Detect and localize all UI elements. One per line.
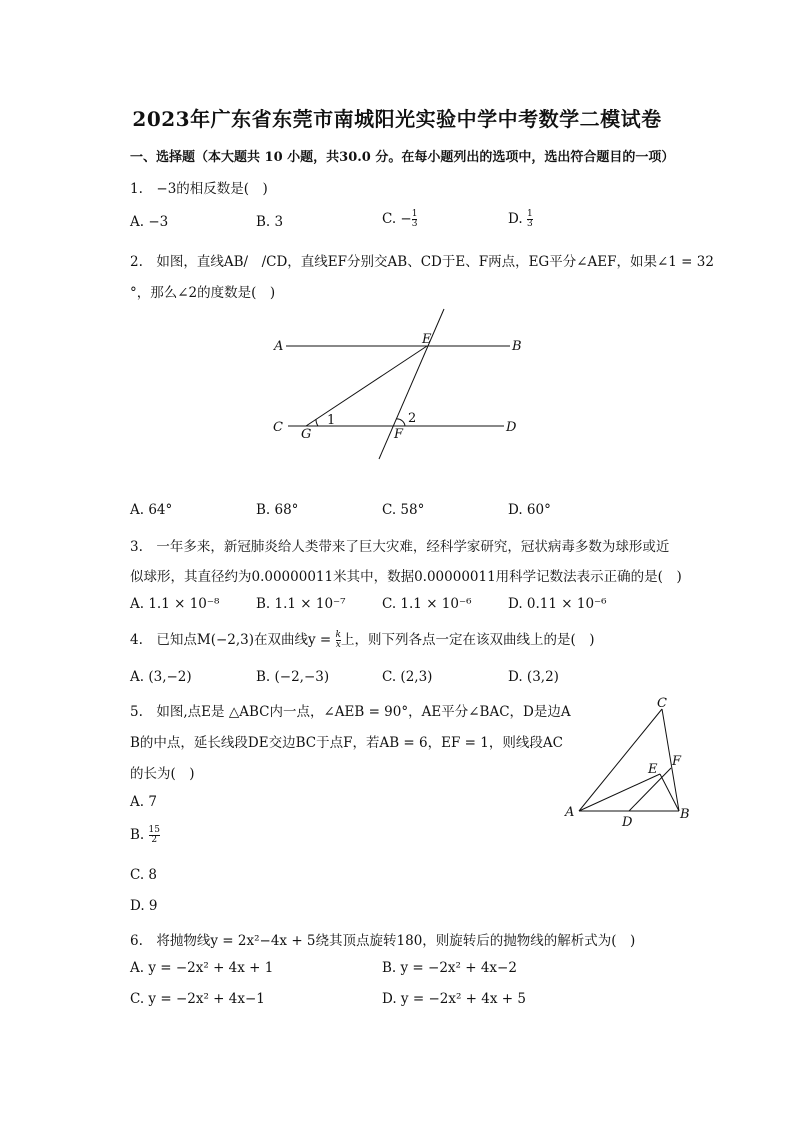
- label-a: A: [565, 805, 575, 820]
- q1-option-a: A. −3: [130, 214, 169, 230]
- question-5-line-3: 的长为( ): [130, 766, 195, 782]
- label-angle-2: 2: [408, 411, 417, 426]
- label-a: A: [274, 339, 284, 354]
- label-c: C: [273, 420, 283, 435]
- q2-option-d: D. 60°: [508, 502, 551, 518]
- question-3-line-1: 3. 一年多来，新冠肺炎给人类带来了巨大灾难，经科学家研究，冠状病毒多数为球形或近: [130, 539, 670, 555]
- label-e: E: [422, 332, 432, 347]
- q4-option-b: B. (−2,−3): [256, 669, 330, 685]
- label-f: F: [394, 427, 404, 442]
- q4-option-a: A. (3,−2): [130, 669, 192, 685]
- q2-option-b: B. 68°: [256, 502, 299, 518]
- label-g: G: [301, 427, 312, 442]
- q5-option-b: B. $\frac{15}{2}$: [130, 825, 160, 845]
- angle-1-arc: [316, 419, 318, 426]
- q4-option-c: C. (2,3): [382, 669, 433, 685]
- q6-option-d: D. y = −2x² + 4x + 5: [382, 991, 526, 1007]
- q5-option-d: D. 9: [130, 898, 158, 914]
- label-angle-1: 1: [327, 413, 336, 428]
- question-5-line-1: 5. 如图,点E是 △ABC内一点，∠AEB = 90°，AE平分∠BAC，D是边A: [130, 704, 571, 720]
- q6-option-a: A. y = −2x² + 4x + 1: [130, 960, 274, 976]
- angle-2-arc: [396, 419, 405, 426]
- q1-option-c: C. − $\frac{1}{3}$: [382, 209, 418, 229]
- q1-option-d: D. $\frac{1}{3}$: [508, 209, 533, 229]
- page-title: 2023年广东省东莞市南城阳光实验中学中考数学二模试卷: [132, 107, 662, 131]
- q5-option-a: A. 7: [130, 794, 157, 810]
- q6-option-c: C. y = −2x² + 4x−1: [130, 991, 265, 1007]
- q5-figure: [560, 695, 700, 830]
- label-c: C: [657, 696, 667, 711]
- question-6: 6. 将抛物线y = 2x²−4x + 5绕其顶点旋转180，则旋转后的抛物线的解析式为( ): [130, 933, 636, 949]
- q2-option-c: C. 58°: [382, 502, 425, 518]
- segment-ac: [579, 709, 662, 811]
- section-heading: 一、选择题（本大题共 10 小题，共30.0 分。在每小题列出的选项中，选出符合题目的一项）: [130, 150, 675, 165]
- question-5-line-2: B的中点，延长线段DE交边BC于点F，若AB = 6，EF = 1，则线段AC: [130, 735, 563, 751]
- q5-option-c: C. 8: [130, 867, 158, 883]
- q4-option-d: D. (3,2): [508, 669, 559, 685]
- label-b: B: [512, 339, 522, 354]
- label-f: F: [672, 754, 682, 769]
- q3-option-c: C. 1.1 × 10⁻⁶: [382, 596, 472, 612]
- question-2-line-2: °，那么∠2的度数是( ): [130, 285, 276, 301]
- q1-option-b: B. 3: [256, 214, 284, 230]
- q2-figure: [260, 305, 540, 470]
- question-1: 1. −3的相反数是( ): [130, 181, 268, 197]
- question-2-line-1: 2. 如图，直线AB/ /CD，直线EF分别交AB、CD于E、F两点，EG平分∠AEF，如果∠1 = 32: [130, 254, 714, 270]
- segment-ae: [579, 774, 660, 811]
- question-3-line-2: 似球形，其直径约为0.00000011米其中，数据0.00000011用科学记数法表示正确的是( ): [130, 569, 682, 585]
- q6-option-b: B. y = −2x² + 4x−2: [382, 960, 517, 976]
- label-d: D: [506, 420, 517, 435]
- q2-option-a: A. 64°: [130, 502, 173, 518]
- q3-option-a: A. 1.1 × 10⁻⁸: [130, 596, 220, 612]
- line-ef: [379, 309, 444, 459]
- question-4: 4. 已知点M(−2,3)在双曲线y = $\frac{k}{x}$ 上，则下列各点一定在该双曲线上的是( ): [130, 630, 595, 650]
- q3-option-b: B. 1.1 × 10⁻⁷: [256, 596, 346, 612]
- label-d: D: [622, 815, 633, 830]
- q3-option-d: D. 0.11 × 10⁻⁶: [508, 596, 607, 612]
- label-b: B: [680, 807, 690, 822]
- label-e: E: [648, 762, 658, 777]
